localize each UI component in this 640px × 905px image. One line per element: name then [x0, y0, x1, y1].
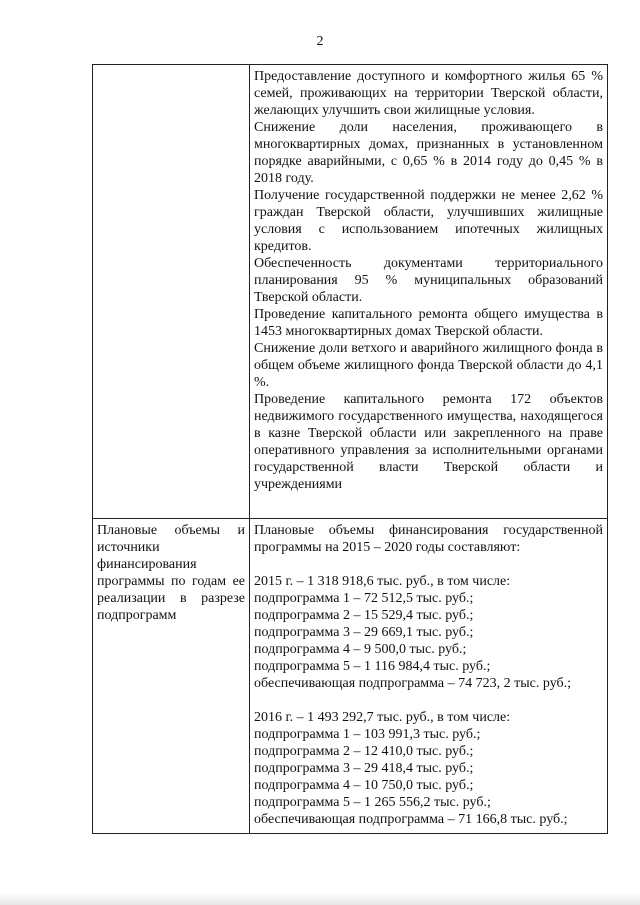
indicator-paragraph: Проведение капитального ремонта общего имущества в 1453 многоквартирных домах Тверской области.: [254, 307, 603, 339]
scan-edge: [0, 893, 640, 905]
funding-line: подпрограмма 2 – 12 410,0 тыс. руб.;: [254, 744, 474, 759]
column-divider: [249, 65, 250, 833]
row1-right-cell: [254, 68, 603, 493]
funding-line: подпрограмма 3 – 29 418,4 тыс. руб.;: [254, 761, 474, 776]
passport-table: [92, 64, 608, 834]
indicator-paragraph: Обеспеченность документами территориального планирования 95 % муниципальных образований Тверской области.: [254, 256, 603, 305]
indicator-paragraph: Снижение доли ветхого и аварийного жилищного фонда в общем объеме жилищного фонда Тверской области до 4,1 %.: [254, 341, 603, 390]
funding-intro: Плановые объемы финансирования государственной программы на 2015 – 2020 годы составляют:: [254, 523, 603, 555]
funding-line: обеспечивающая подпрограмма – 71 166,8 тыс. руб.;: [254, 812, 568, 827]
row2-right-cell: [254, 522, 603, 828]
funding-label: Плановые объемы и источники финансирования программы по годам ее реализации в разрезе подпрограмм: [97, 523, 245, 623]
funding-line: подпрограмма 5 – 1 116 984,4 тыс. руб.;: [254, 659, 491, 674]
row2-left-cell: [97, 522, 245, 624]
funding-line: подпрограмма 4 – 10 750,0 тыс. руб.;: [254, 778, 474, 793]
year-2016-total: 2016 г. – 1 493 292,7 тыс. руб., в том числе:: [254, 710, 511, 725]
funding-line: подпрограмма 1 – 103 991,3 тыс. руб.;: [254, 727, 481, 742]
funding-line: подпрограмма 5 – 1 265 556,2 тыс. руб.;: [254, 795, 491, 810]
funding-line: подпрограмма 4 – 9 500,0 тыс. руб.;: [254, 642, 467, 657]
funding-line: обеспечивающая подпрограмма – 74 723, 2 тыс. руб.;: [254, 676, 572, 691]
row-divider: [93, 518, 607, 519]
funding-line: подпрограмма 3 – 29 669,1 тыс. руб.;: [254, 625, 474, 640]
funding-line: подпрограмма 2 – 15 529,4 тыс. руб.;: [254, 608, 474, 623]
indicator-paragraph: Получение государственной поддержки не менее 2,62 % граждан Тверской области, улучшивших жилищные условия с использованием ипотечных жилищных кредитов.: [254, 188, 603, 254]
year-2015-total: 2015 г. – 1 318 918,6 тыс. руб., в том числе:: [254, 574, 511, 589]
indicator-paragraph: Снижение доли населения, проживающего в многоквартирных домах, признанных в установленном порядке аварийными, с 0,65 % в 2014 году до 0,45 % в 2018 году.: [254, 120, 603, 186]
funding-line: подпрограмма 1 – 72 512,5 тыс. руб.;: [254, 591, 474, 606]
page-number: 2: [316, 34, 324, 49]
indicator-paragraph: Проведение капитального ремонта 172 объектов недвижимого государственного имущества, находящегося в казне Тверской области или закрепленного на праве оперативного управления за исполнительными органами государственной власти Тверской области и учреждениями: [254, 392, 603, 492]
indicator-paragraph: Предоставление доступного и комфортного жилья 65 % семей, проживающих на территории Тверской области, желающих улучшить свои жилищные условия.: [254, 69, 603, 118]
